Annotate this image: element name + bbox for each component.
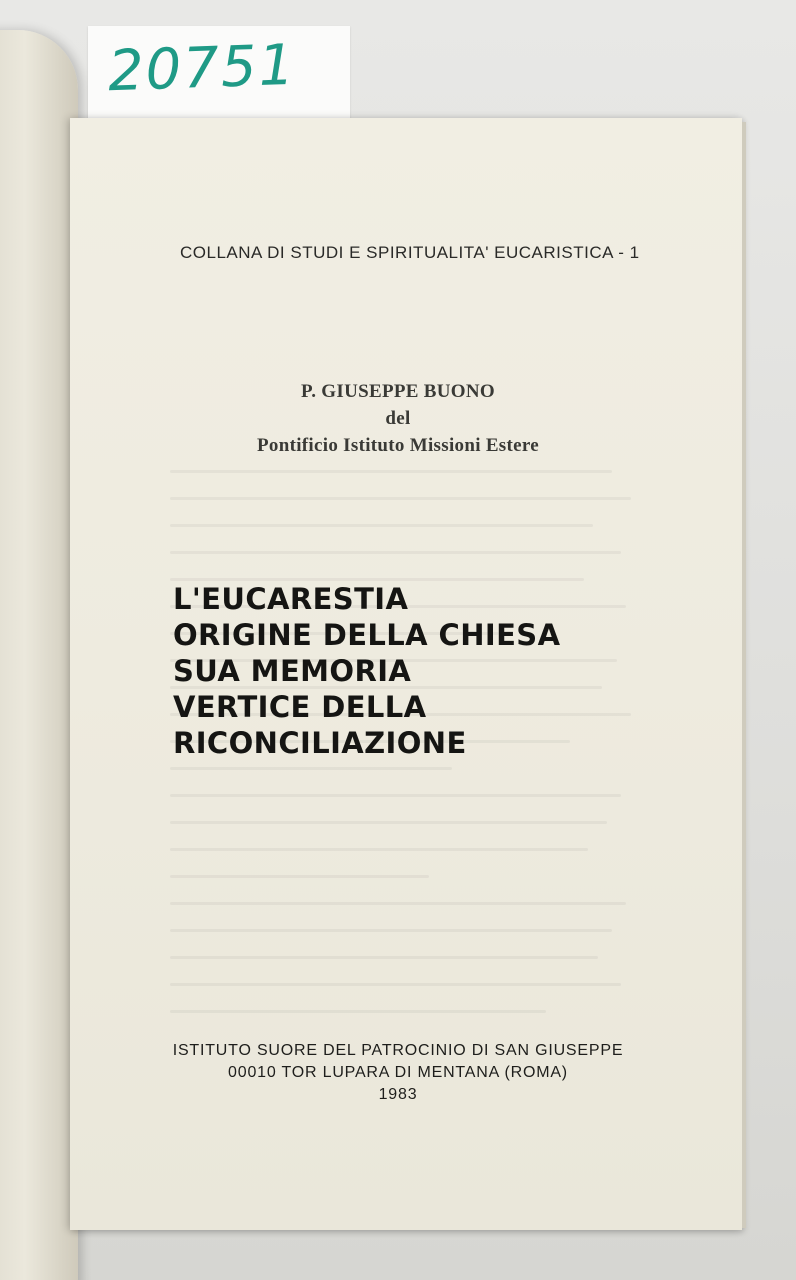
inventory-sticker [88,26,350,122]
title-line: SUA MEMORIA [173,654,412,688]
author-institute: Pontificio Istituto Missioni Estere [257,435,539,456]
title-line: L'EUCARESTIA [173,582,409,616]
author-del: del [385,408,411,429]
publisher-name: ISTITUTO SUORE DEL PATROCINIO DI SAN GIUSEPPE [172,1042,624,1059]
title-line: ORIGINE DELLA CHIESA [173,618,561,652]
book-title [173,581,560,761]
publication-year: 1983 [378,1086,418,1103]
title-line: VERTICE DELLA [173,690,427,724]
author-block [0,378,796,459]
series-title: COLLANA DI STUDI E SPIRITUALITA' EUCARISTICA - 1 [180,243,640,262]
author-name: P. GIUSEPPE BUONO [301,381,495,402]
inventory-number: 20751 [106,32,298,105]
title-line: RICONCILIAZIONE [173,726,467,760]
publisher-address: 00010 TOR LUPARA DI MENTANA (ROMA) [228,1064,568,1081]
show-through-text [170,470,640,1110]
publisher-block [0,1040,796,1106]
